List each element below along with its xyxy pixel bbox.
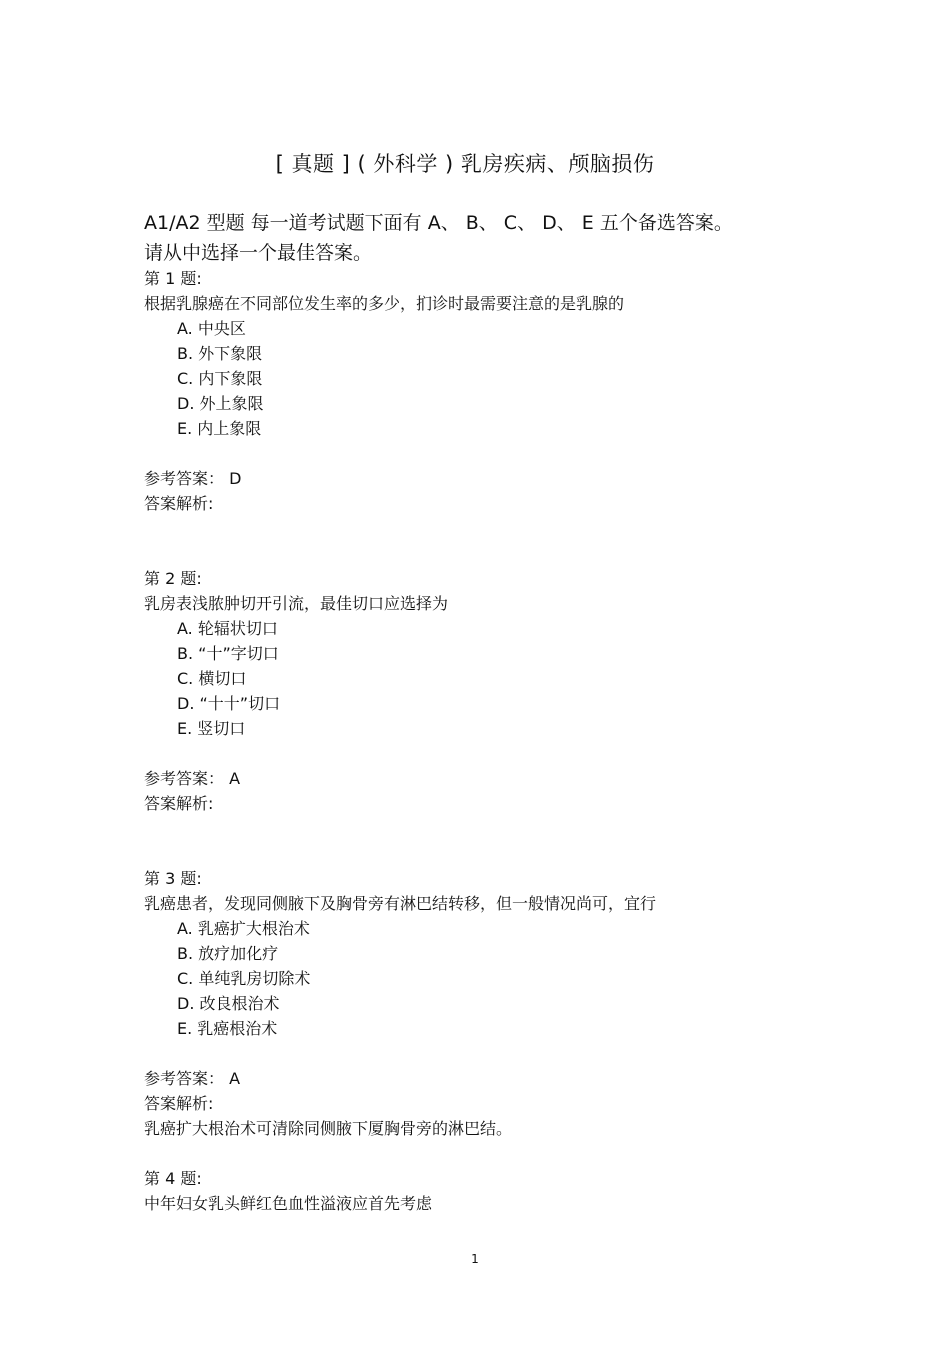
question-2 [144,566,844,866]
question-list [144,266,844,1216]
question-stem: 乳房表浅脓肿切开引流，最佳切口应选择为 [144,594,449,613]
intro-line-1: A1/A2 型题 每一道考试题下面有 A、 B、 C、 D、 E 五个备选答案。 [144,212,733,234]
analysis-text: 乳癌扩大根治术可清除同侧腋下厦胸骨旁的淋巴结。 [144,1119,513,1138]
reference-answer: 参考答案： A [144,769,241,788]
option-d: D. 外上象限 [177,394,264,413]
option-a: A. 轮辐状切口 [177,619,278,638]
option-a: A. 乳癌扩大根治术 [177,919,310,938]
question-number: 第 3 题: [144,869,202,888]
analysis-label: 答案解析: [144,794,214,813]
section-intro [144,208,824,268]
question-number: 第 4 题: [144,1169,202,1188]
option-e: E. 竖切口 [177,719,246,738]
option-b: B. 放疗加化疗 [177,944,279,963]
page-number: 1 [471,1252,479,1266]
question-3 [144,866,844,1166]
question-stem: 乳癌患者，发现同侧腋下及胸骨旁有淋巴结转移，但一般情况尚可，宜行 [144,894,657,913]
option-a: A. 中央区 [177,319,246,338]
question-number: 第 2 题: [144,569,202,588]
intro-line-2: 请从中选择一个最佳答案。 [144,242,373,264]
reference-answer: 参考答案： D [144,469,242,488]
question-stem: 根据乳腺癌在不同部位发生率的多少，扪诊时最需要注意的是乳腺的 [144,294,625,313]
option-e: E. 内上象限 [177,419,262,438]
option-b: B. 外下象限 [177,344,263,363]
question-number: 第 1 题: [144,269,202,288]
question-1 [144,266,844,566]
option-b: B. “十”字切口 [177,644,279,663]
option-d: D. “十十”切口 [177,694,281,713]
question-4 [144,1166,844,1216]
option-e: E. 乳癌根治术 [177,1019,278,1038]
analysis-label: 答案解析: [144,1094,214,1113]
page-title: [ 真题 ] ( 外科学 ) 乳房疾病、颅脑损伤 [275,152,655,176]
analysis-label: 答案解析: [144,494,214,513]
option-c: C. 内下象限 [177,369,263,388]
option-c: C. 单纯乳房切除术 [177,969,311,988]
reference-answer: 参考答案： A [144,1069,241,1088]
option-c: C. 横切口 [177,669,247,688]
question-stem: 中年妇女乳头鲜红色血性溢液应首先考虑 [144,1194,433,1213]
option-d: D. 改良根治术 [177,994,280,1013]
